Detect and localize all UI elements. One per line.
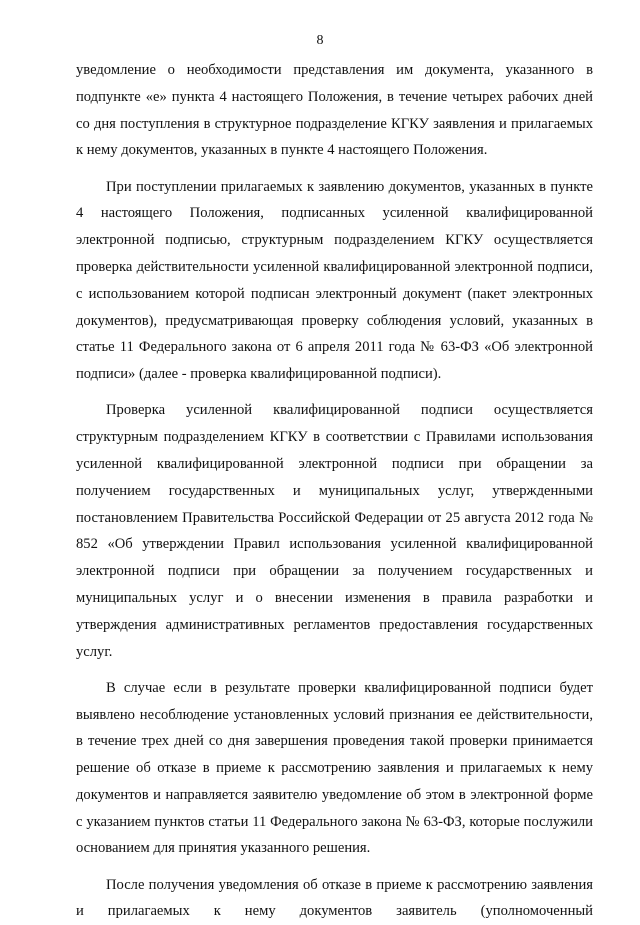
paragraph-signature-verification: Проверка усиленной квалифицированной подписи осуществляется структурным подразделением КГКУ в соответствии с Правилами использования усиленной квалифицированной электронной подписи при обращении за получением государственных и муниципальных услуг, утвержденными постановлением Правительства Российской Федерации от 25 августа 2012 года № 852 «Об утверждении Правил использования усиленной квалифицированной электронной подписи при обращении за получением государственных и муниципальных услуг и о внесении изменения в правила разработки и утверждения административных регламентов предоставления государственных услуг. bbox=[76, 402, 593, 660]
paragraph-after-notification: После получения уведомления об отказе в приеме к рассмотрению заявления и прилагаемых к нему документов заявитель (уполномоченный bbox=[76, 876, 593, 920]
paragraph-continuation: уведомление о необходимости представления им документа, указанного в подпункте «е» пункта 4 настоящего Положения, в течение четырех рабочих дней со дня поступления в структурное подразделение КГКУ заявления и прилагаемых к нему документов, указанных в пункте 4 настоящего Положения. bbox=[76, 62, 593, 159]
paragraph-refusal-decision: В случае если в результате проверки квалифицированной подписи будет выявлено несоблюдение установленных условий признания ее действительности, в течение трех дней со дня завершения проведения такой проверки принимается решение об отказе в приеме к рассмотрению заявления и прилагаемых к нему документов и направляется заявителю уведомление об этом в электронной форме с указанием пунктов статьи 11 Федерального закона № 63-ФЗ, которые послужили основанием для принятия указанного решения. bbox=[76, 679, 593, 857]
document-body bbox=[76, 57, 593, 925]
paragraph-signature-documents: При поступлении прилагаемых к заявлению документов, указанных в пункте 4 настоящего Положения, подписанных усиленной квалифицированной электронной подписью, структурным подразделением КГКУ осуществляется проверка действительности усиленной квалифицированной электронной подписи, с использованием которой подписан электронный документ (пакет электронных документов), предусматривающая проверку соблюдения условий, указанных в статье 11 Федерального закона от 6 апреля 2011 года № 63-ФЗ «Об электронной подписи» (далее - проверка квалифицированной подписи). bbox=[76, 178, 593, 383]
page-number: 8 bbox=[316, 33, 324, 48]
